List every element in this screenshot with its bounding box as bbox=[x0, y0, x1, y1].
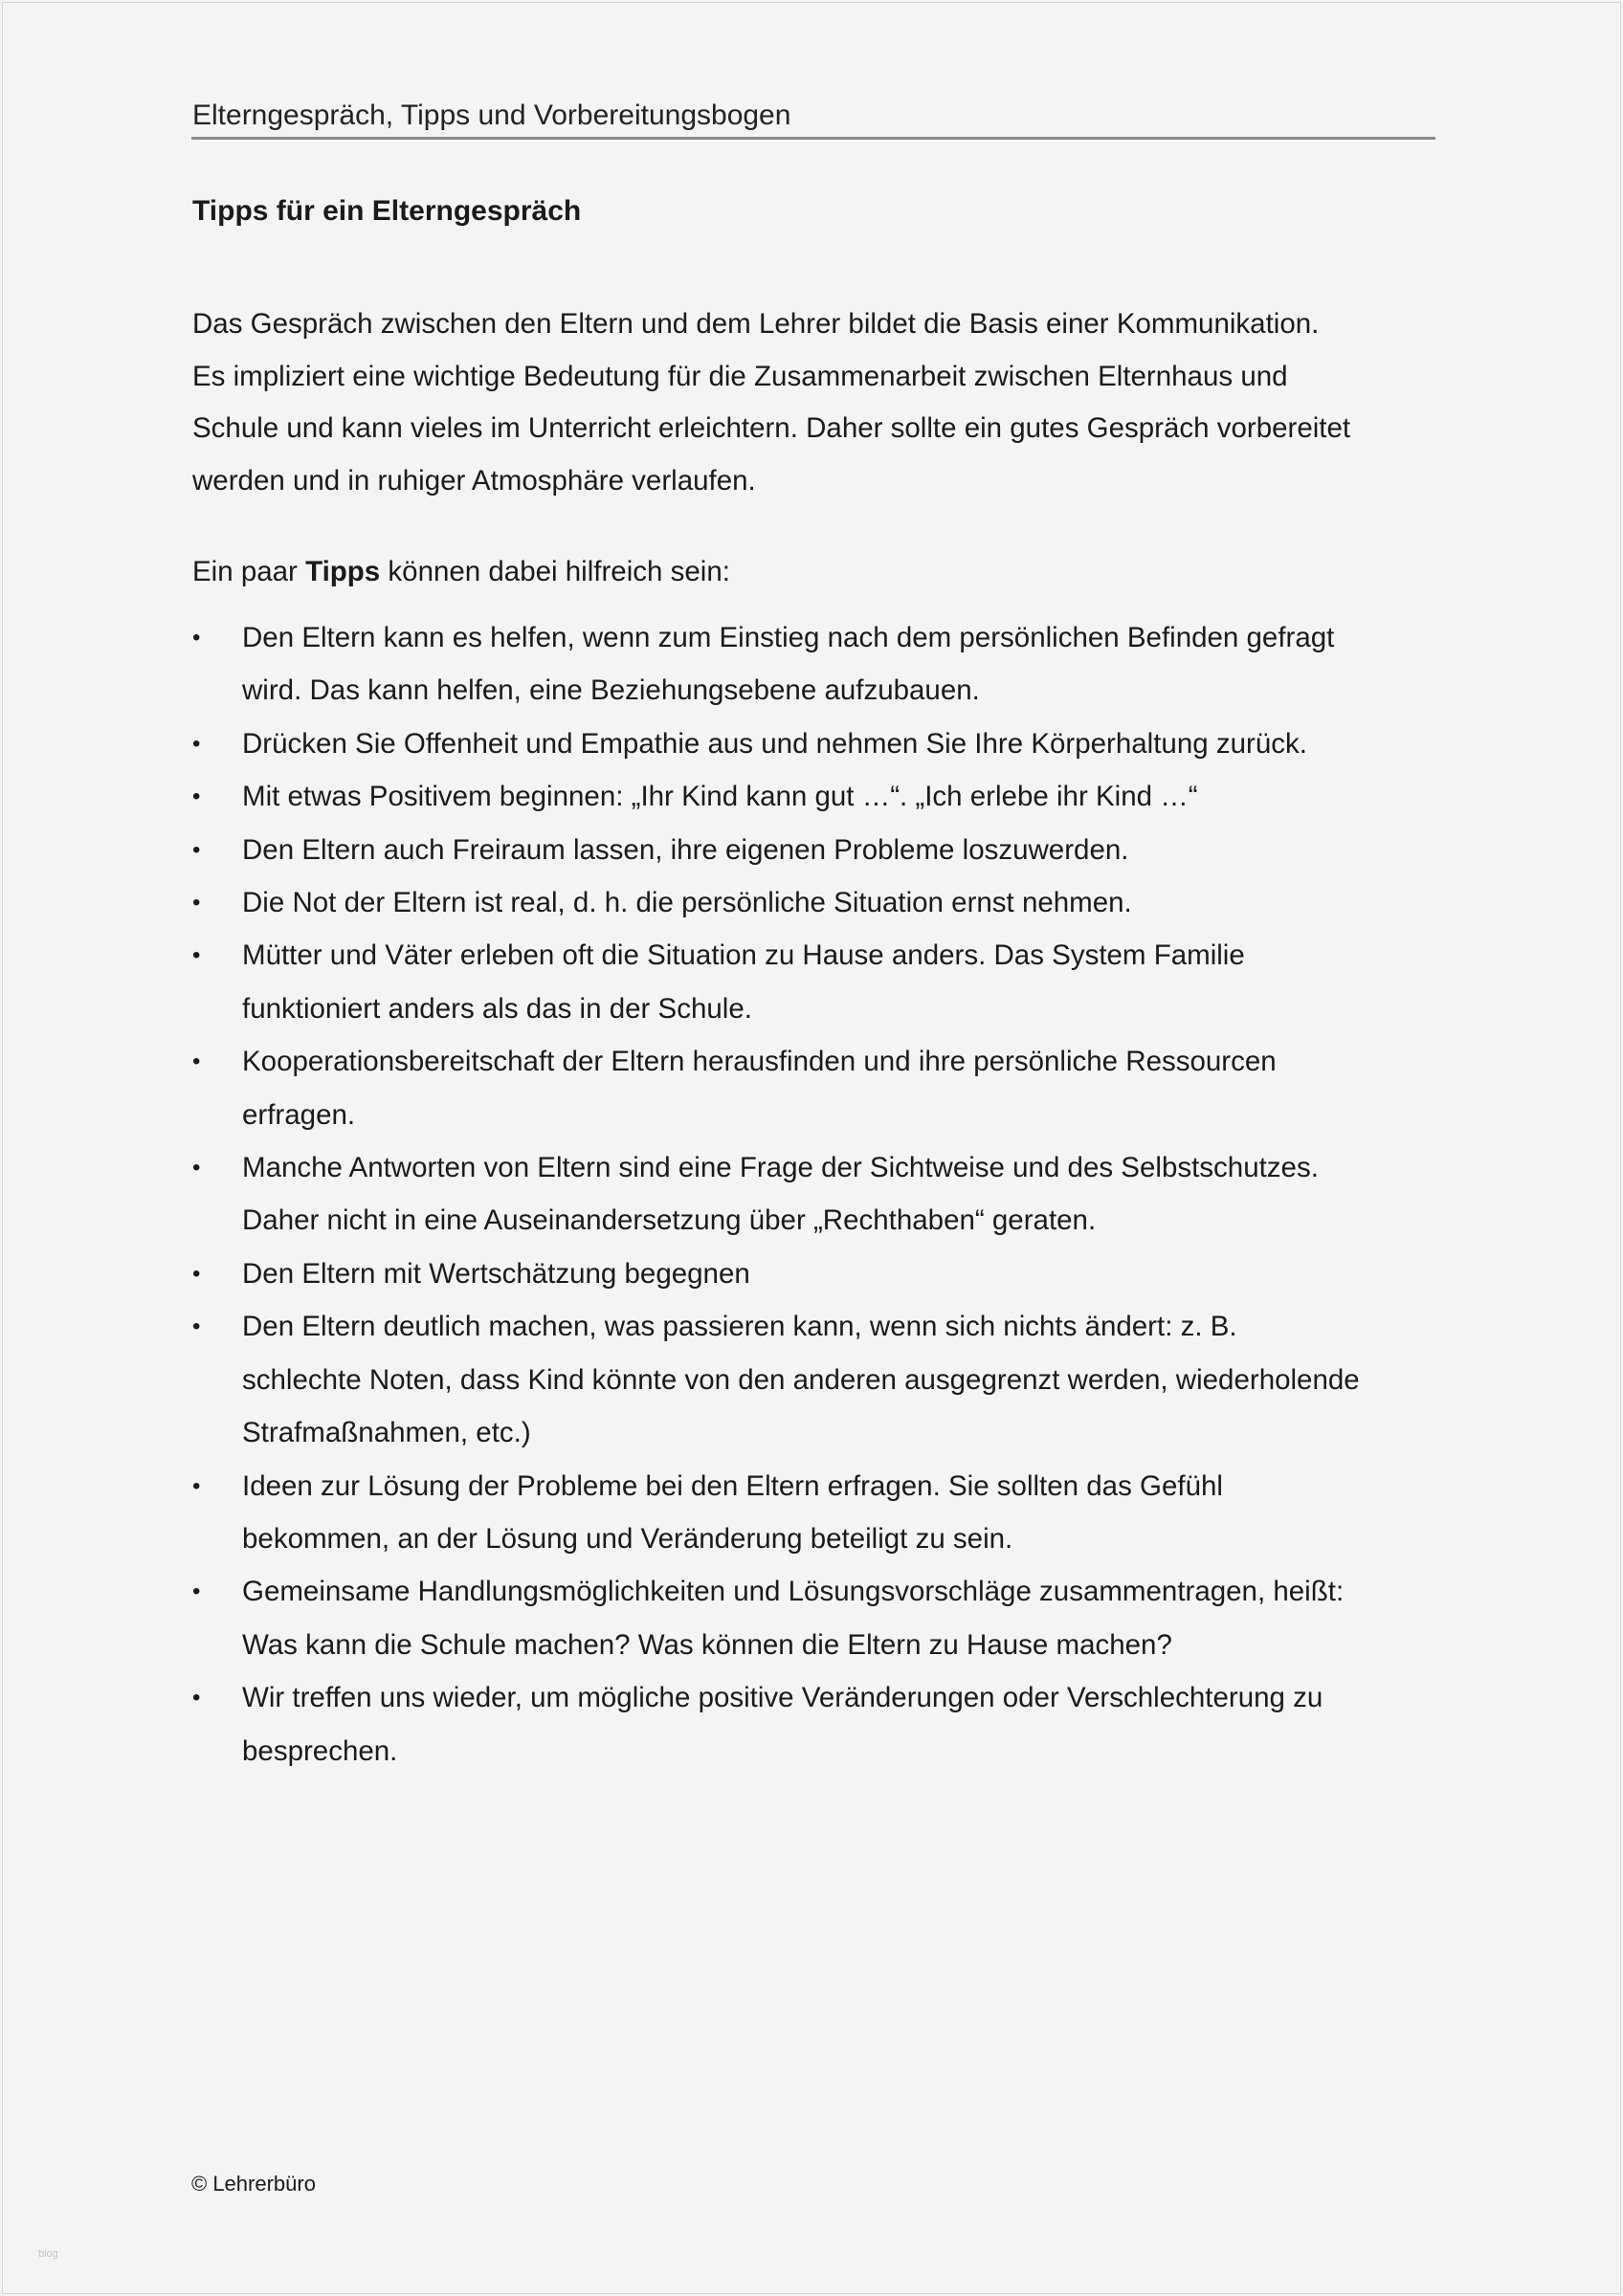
tips-intro-text: Ein paar bbox=[192, 556, 306, 587]
tip-line: schlechte Noten, dass Kind könnte von den anderen ausgegrenzt werden, wiederholende bbox=[242, 1363, 1360, 1396]
tip-item bbox=[192, 824, 1360, 876]
tip-line: Kooperationsbereitschaft der Eltern herausfinden und ihre persönliche Ressourcen bbox=[242, 1046, 1277, 1078]
tip-line: Daher nicht in eine Auseinandersetzung über „Rechthaben“ geraten. bbox=[242, 1204, 1097, 1237]
bullet-icon: • bbox=[192, 1155, 201, 1181]
tip-line: erfragen. bbox=[242, 1098, 356, 1131]
tip-line: funktioniert anders als das in der Schule. bbox=[242, 992, 752, 1025]
tip-item bbox=[192, 1035, 1360, 1141]
tips-list bbox=[192, 611, 1360, 1777]
document-header: Elterngespräch, Tipps und Vorbereitungsbogen bbox=[192, 99, 791, 131]
tip-line: Den Eltern kann es helfen, wenn zum Einstieg nach dem persönlichen Befinden gefragt bbox=[242, 622, 1335, 653]
tip-line: Manche Antworten von Eltern sind eine Frage der Sichtweise und des Selbstschutzes. bbox=[242, 1152, 1319, 1184]
tips-intro-bold: Tipps bbox=[305, 556, 381, 587]
tip-item bbox=[192, 876, 1360, 929]
tip-line: Ideen zur Lösung der Probleme bei den Eltern erfragen. Sie sollten das Gefühl bbox=[242, 1469, 1223, 1502]
tip-line: Drücken Sie Offenheit und Empathie aus und nehmen Sie Ihre Körperhaltung zurück. bbox=[242, 727, 1307, 760]
tip-line: bekommen, an der Lösung und Veränderung beteiligt zu sein. bbox=[242, 1522, 1013, 1555]
tip-item bbox=[192, 1671, 1360, 1777]
bullet-icon: • bbox=[192, 1260, 201, 1287]
tip-line: Was kann die Schule machen? Was können die Eltern zu Hause machen? bbox=[242, 1628, 1172, 1661]
bullet-icon: • bbox=[192, 836, 201, 863]
paragraph-line: Schule und kann vieles im Unterricht erleichtern. Daher sollte ein gutes Gespräch vorbereitet bbox=[192, 412, 1351, 445]
tip-line: Die Not der Eltern ist real, d. h. die persönliche Situation ernst nehmen. bbox=[242, 887, 1132, 919]
tip-line: besprechen. bbox=[242, 1734, 398, 1767]
tip-line: Den Eltern mit Wertschätzung begegnen bbox=[242, 1257, 750, 1290]
bullet-icon: • bbox=[192, 625, 201, 651]
tip-line: Den Eltern deutlich machen, was passieren kann, wenn sich nichts ändert: z. B. bbox=[242, 1311, 1237, 1343]
copyright-footer: © Lehrerbüro bbox=[191, 2172, 316, 2196]
tip-line: Wir treffen uns wieder, um mögliche positive Veränderungen oder Verschlechterung zu bbox=[242, 1682, 1323, 1714]
tip-item bbox=[192, 1460, 1360, 1566]
tip-line: wird. Das kann helfen, eine Beziehungsebene aufzubauen. bbox=[242, 674, 980, 707]
bullet-icon: • bbox=[192, 1685, 201, 1711]
tip-item bbox=[192, 929, 1360, 1035]
watermark: blog bbox=[38, 2248, 58, 2260]
tip-line: Gemeinsame Handlungsmöglichkeiten und Lösungsvorschläge zusammentragen, heißt: bbox=[242, 1576, 1345, 1608]
tip-item bbox=[192, 1247, 1360, 1300]
tip-line: Strafmaßnahmen, etc.) bbox=[242, 1417, 531, 1449]
bullet-icon: • bbox=[192, 1314, 201, 1340]
tip-line: Mit etwas Positivem beginnen: „Ihr Kind kann gut …“. „Ich erlebe ihr Kind …“ bbox=[242, 781, 1198, 813]
tips-intro bbox=[192, 556, 730, 588]
tip-item bbox=[192, 770, 1360, 823]
bullet-icon: • bbox=[192, 1472, 201, 1499]
section-heading: Tipps für ein Elterngespräch bbox=[192, 195, 582, 227]
intro-paragraph bbox=[192, 298, 1350, 508]
header-rule bbox=[191, 137, 1435, 140]
bullet-icon: • bbox=[192, 730, 201, 757]
bullet-icon: • bbox=[192, 1049, 201, 1075]
paragraph-line: werden und in ruhiger Atmosphäre verlaufen. bbox=[192, 465, 756, 497]
paragraph-line: Das Gespräch zwischen den Eltern und dem Lehrer bildet die Basis einer Kommunikation. bbox=[192, 308, 1320, 340]
tip-item bbox=[192, 718, 1360, 770]
bullet-icon: • bbox=[192, 1578, 201, 1605]
tip-item bbox=[192, 1300, 1360, 1459]
paragraph-line: Es impliziert eine wichtige Bedeutung für die Zusammenarbeit zwischen Elternhaus und bbox=[192, 360, 1288, 392]
tip-item bbox=[192, 1141, 1360, 1247]
bullet-icon: • bbox=[192, 890, 201, 916]
bullet-icon: • bbox=[192, 784, 201, 810]
tip-item bbox=[192, 1565, 1360, 1671]
tip-line: Mütter und Väter erleben oft die Situation zu Hause anders. Das System Familie bbox=[242, 939, 1245, 972]
tips-intro-text: können dabei hilfreich sein: bbox=[380, 556, 730, 587]
bullet-icon: • bbox=[192, 942, 201, 969]
tip-item bbox=[192, 611, 1360, 718]
tip-line: Den Eltern auch Freiraum lassen, ihre eigenen Probleme loszuwerden. bbox=[242, 833, 1129, 866]
